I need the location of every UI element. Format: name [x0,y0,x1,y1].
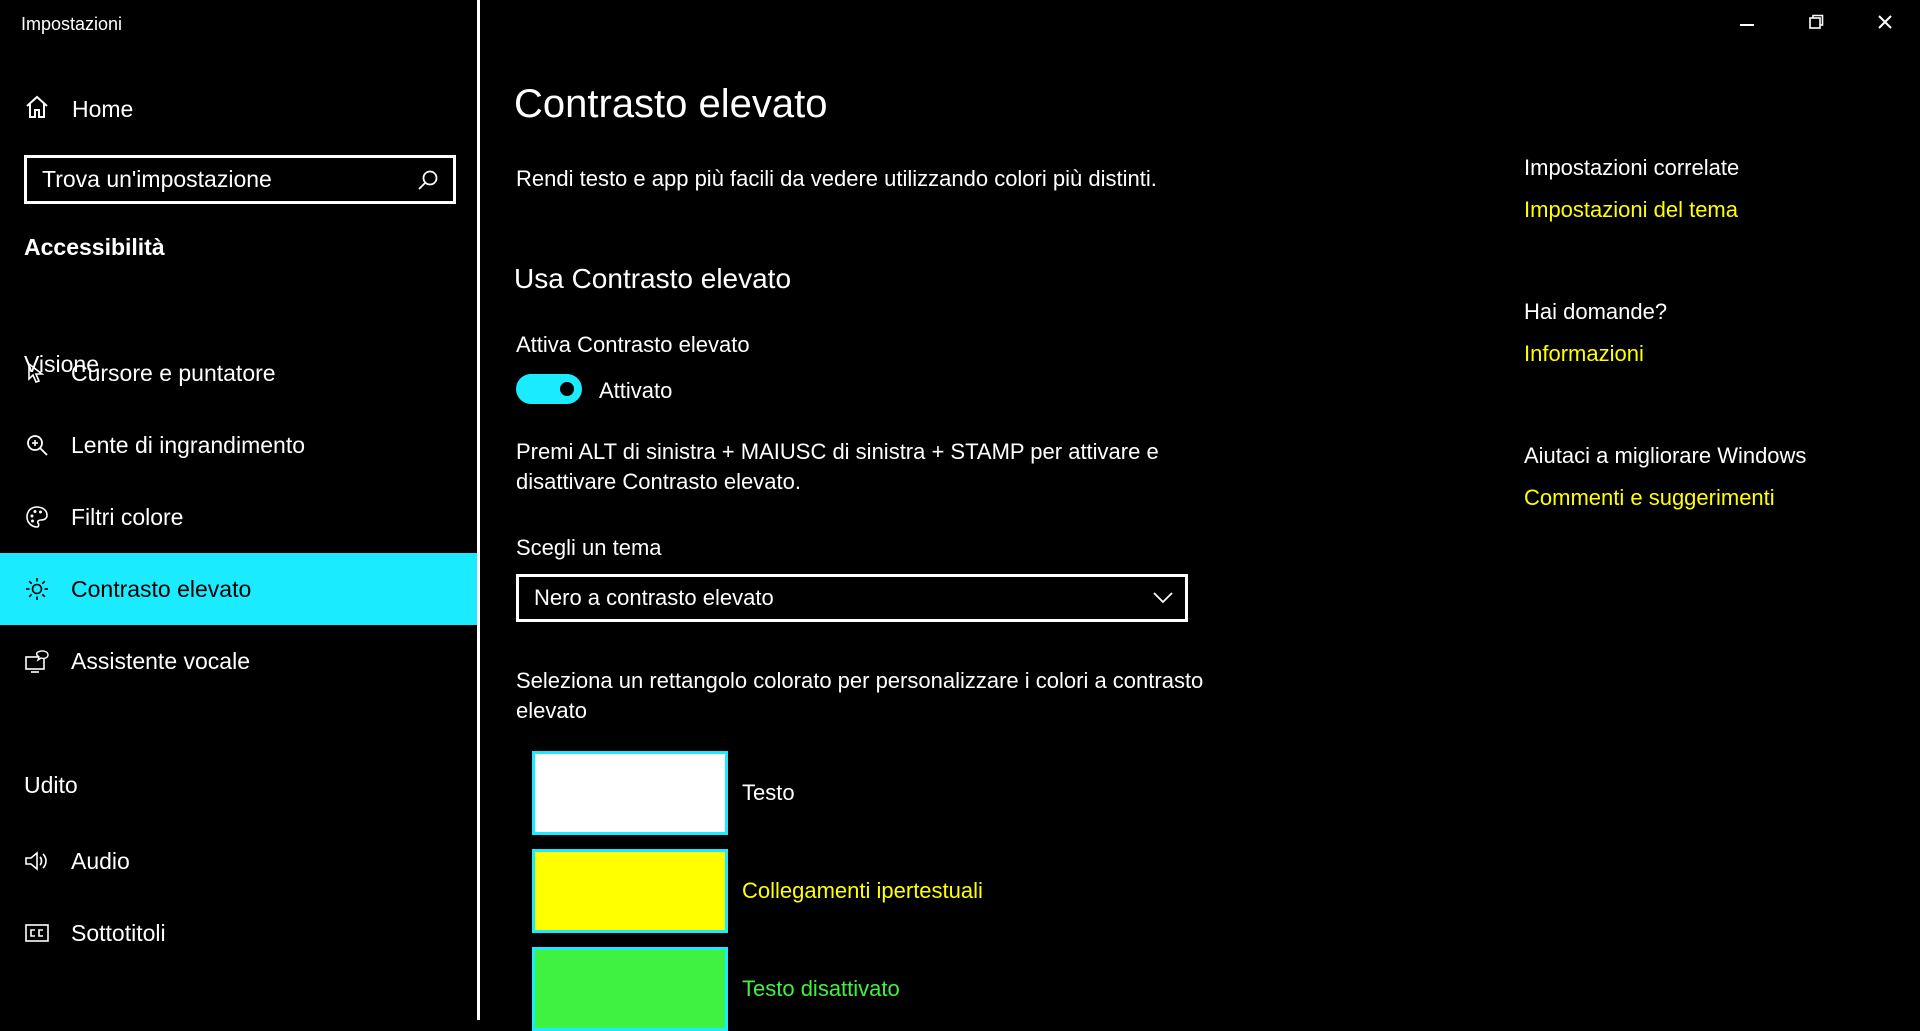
use-high-contrast-heading: Usa Contrasto elevato [514,263,792,294]
sidebar-item-label: Filtri colore [71,503,184,530]
swatch-fill [535,950,725,1028]
cc-icon [23,919,51,947]
questions-heading: Hai domande? [1524,299,1668,324]
swatch-row-disabled-text [532,947,900,1031]
improve-windows-heading: Aiutaci a migliorare Windows [1524,443,1807,468]
search-icon[interactable] [413,165,443,195]
sidebar-item-label: Assistente vocale [71,647,250,674]
sidebar-item-high-contrast[interactable] [0,553,477,625]
section-title: Accessibilità [24,234,165,260]
speaker-icon [23,847,51,875]
magnifier-icon [23,431,51,459]
home-nav-item[interactable] [24,92,133,126]
high-contrast-toggle[interactable] [516,374,582,404]
sidebar-item-label: Contrasto elevato [71,575,252,602]
home-label: Home [72,95,134,122]
swatch-disabled-text[interactable] [532,947,728,1031]
shortcut-hint: Premi ALT di sinistra + MAIUSC di sinistra + STAMP per attivare e disattivare Contrasto elevato. [516,439,1159,494]
swatch-row-text [532,751,795,835]
page-title: Contrasto elevato [514,82,828,126]
swatch-label: Testo disattivato [742,976,900,1001]
swatch-label: Collegamenti ipertestuali [742,878,983,903]
swatch-label: Testo [742,780,795,805]
feedback-link[interactable]: Commenti e suggerimenti [1524,485,1775,510]
sidebar [0,0,480,1020]
theme-settings-link[interactable]: Impostazioni del tema [1524,197,1738,222]
page-description: Rendi testo e app più facili da vedere utilizzando colori più distinti. [516,166,1157,191]
swatch-fill [535,754,725,832]
sidebar-item-label: Audio [71,847,130,874]
theme-label: Scegli un tema [516,535,662,560]
sidebar-item-label: Cursore e puntatore [71,359,276,386]
search-input[interactable] [24,155,456,204]
sidebar-item-narrator[interactable] [0,625,477,697]
group-title-hearing: Udito [24,772,78,798]
swatch-row-hyperlinks [532,849,983,933]
related-settings-heading: Impostazioni correlate [1524,155,1740,180]
info-link[interactable]: Informazioni [1524,341,1644,366]
related-panel [1524,0,1920,1020]
sidebar-item-label: Lente di ingrandimento [71,431,305,458]
sidebar-item-label: Sottotitoli [71,919,166,946]
toggle-label: Attiva Contrasto elevato [516,332,750,357]
chevron-down-icon [1153,592,1173,604]
sidebar-item-audio[interactable] [0,825,477,897]
brightness-icon [23,575,51,603]
toggle-state-label: Attivato [599,378,673,403]
group-title-vision: Visione [24,351,100,377]
palette-icon [23,503,51,531]
main-content [480,0,1480,1020]
narrator-icon [23,647,51,675]
swatch-fill [535,852,725,930]
swatch-hyperlinks[interactable] [532,849,728,933]
swatch-text[interactable] [532,751,728,835]
swatch-intro: Seleziona un rettangolo colorato per personalizzare i colori a contrasto elevato [516,668,1204,723]
home-icon [24,94,50,125]
theme-dropdown-value: Nero a contrasto elevato [534,585,774,610]
search-placeholder: Trova un'impostazione [42,166,272,192]
app-title: Impostazioni [21,14,123,34]
sidebar-item-cursor[interactable] [0,337,477,409]
sidebar-item-color-filters[interactable] [0,481,477,553]
sidebar-item-captions[interactable] [0,897,477,969]
cursor-icon [23,359,51,387]
sidebar-item-magnifier[interactable] [0,409,477,481]
toggle-knob [560,382,574,396]
theme-dropdown[interactable] [516,574,1188,622]
